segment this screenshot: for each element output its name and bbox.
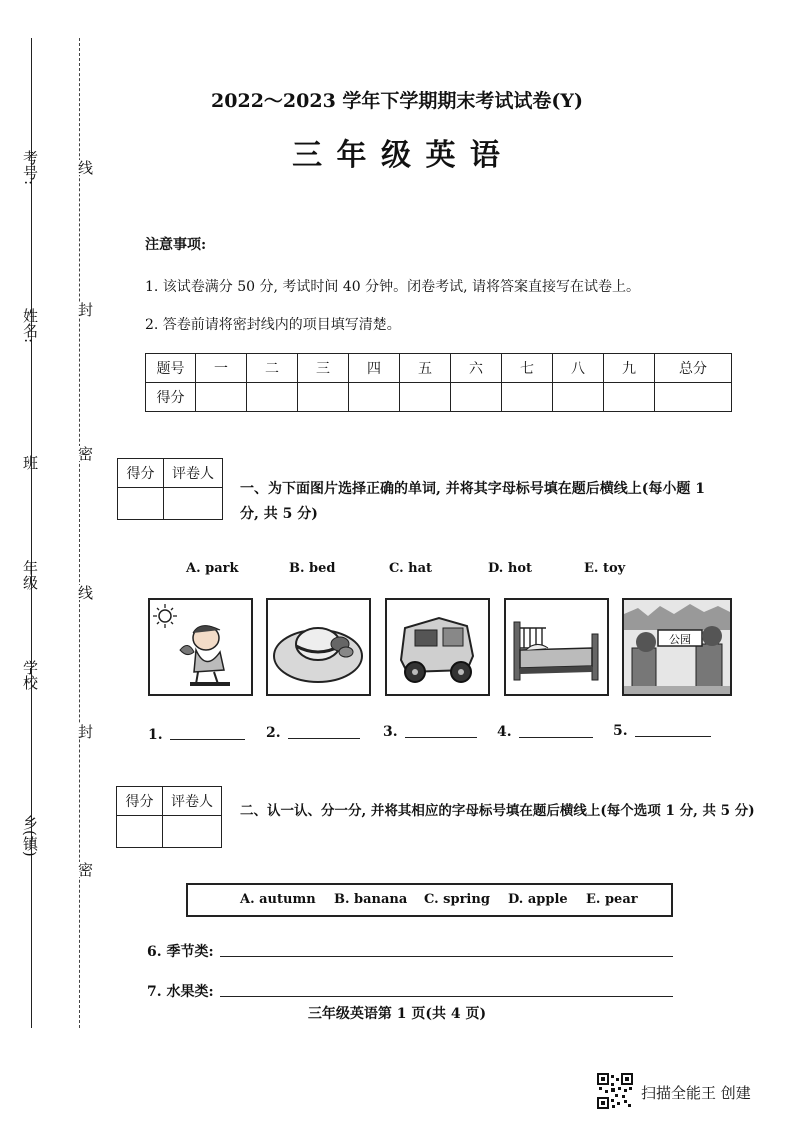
blank-1-number: 1. [148,727,163,743]
township-label: 乡(镇) [21,815,39,857]
school-label: 学校 [21,660,39,690]
grader-score-label: 得分 [117,787,163,816]
score-table-header-row [146,354,732,383]
score-table-column: 四 [349,354,400,383]
blank-3-line[interactable] [405,737,477,738]
word-autumn: A. autumn [240,892,316,907]
word-box [186,883,673,917]
score-table-column: 五 [400,354,451,383]
grader-score-label: 得分 [118,459,164,488]
score-table-column: 八 [553,354,604,383]
grader-name-cell[interactable] [164,488,223,520]
hat-picture [266,598,371,696]
park-picture [622,598,732,696]
qr-code [597,1073,633,1109]
binding-line-inner [79,38,80,1028]
page-info: 三年级英语第 1 页(共 4 页) [307,1006,487,1022]
section2-instruction: 二、认一认、分一分, 并将其相应的字母标号填在题后横线上(每个选项 1 分, 共 5 分) [240,803,755,819]
score-table-row-label: 得分 [146,383,196,412]
hot-weather-picture [148,598,253,696]
score-table-column: 六 [451,354,502,383]
q7-answer-line[interactable] [220,996,673,997]
toy-picture [385,598,490,696]
seal-char: 封 [76,302,94,317]
score-table-column: 二 [247,354,298,383]
grader-name-cell[interactable] [163,816,222,848]
seal-char: 密 [76,862,94,877]
score-table-column: 七 [502,354,553,383]
grader-score-cell[interactable] [118,488,164,520]
section1-instruction [240,477,780,526]
class-label: 班 [21,455,39,470]
park-sign-text: 公园 [669,633,691,646]
grader-name-label: 评卷人 [163,787,222,816]
grader-score-cell[interactable] [117,816,163,848]
seal-char: 线 [76,160,94,175]
score-table-score-row [146,383,732,412]
section1-instruction-line1: 一、为下面图片选择正确的单词, 并将其字母标号填在题后横线上(每小题 1 [240,481,705,497]
blank-5-line[interactable] [635,736,711,737]
scanner-credit: 扫描全能王 创建 [641,1084,751,1102]
score-table [145,353,732,412]
score-cell[interactable] [349,383,400,412]
qr-code-icon [597,1073,633,1109]
option-hat: C. hat [389,561,433,576]
score-cell[interactable] [247,383,298,412]
bed-picture [504,598,609,696]
name-label: 姓名: [21,308,39,344]
score-cell[interactable] [196,383,247,412]
seal-char: 封 [76,724,94,739]
score-table-column: 三 [298,354,349,383]
note-item-1: 1. 该试卷满分 50 分, 考试时间 40 分钟。闭卷考试, 请将答案直接写在试卷上。 [145,279,641,295]
score-cell[interactable] [604,383,655,412]
option-bed: B. bed [289,561,336,576]
score-cell[interactable] [400,383,451,412]
word-pear: E. pear [586,892,638,907]
exam-number-label: 考号: [21,150,39,186]
score-table-column: 一 [196,354,247,383]
word-apple: D. apple [508,892,568,907]
score-table-column: 九 [604,354,655,383]
notes-heading: 注意事项: [145,237,207,253]
score-table-column: 总分 [655,354,732,383]
park-gate-icon [624,600,730,694]
grade-label: 年级 [21,560,39,590]
score-cell[interactable] [451,383,502,412]
option-hot: D. hot [488,561,532,576]
blank-5-number: 5. [613,723,628,739]
grader-name-label: 评卷人 [164,459,223,488]
q7-label: 7. 水果类: [147,984,214,1000]
score-cell[interactable] [502,383,553,412]
binding-line-outer [31,38,32,1028]
seal-char: 线 [76,585,94,600]
word-spring: C. spring [424,892,490,907]
blank-3-number: 3. [383,724,398,740]
score-cell[interactable] [298,383,349,412]
section2-grader-box [116,786,222,848]
toy-car-icon [387,600,488,694]
blank-4-number: 4. [497,724,512,740]
blank-1-line[interactable] [170,739,245,740]
section1-instruction-line2: 分, 共 5 分) [240,505,318,522]
exam-title: 2022～2023 学年下学期期末考试试卷(Y) [211,90,583,112]
hat-icon [268,600,369,694]
score-table-row-label: 题号 [146,354,196,383]
subject-title: 三 年 级 英 语 [292,138,502,173]
note-item-2: 2. 答卷前请将密封线内的项目填写清楚。 [145,317,401,333]
score-cell[interactable] [655,383,732,412]
hot-child-sun-icon [150,600,251,694]
score-cell[interactable] [553,383,604,412]
q6-label: 6. 季节类: [147,944,214,960]
blank-2-number: 2. [266,725,281,741]
q6-answer-line[interactable] [220,956,673,957]
section1-grader-box [117,458,223,520]
option-toy: E. toy [584,561,626,576]
option-park: A. park [186,561,239,576]
blank-2-line[interactable] [288,738,360,739]
seal-char: 密 [76,446,94,461]
bed-icon [506,600,607,694]
word-banana: B. banana [334,892,408,907]
blank-4-line[interactable] [519,737,593,738]
